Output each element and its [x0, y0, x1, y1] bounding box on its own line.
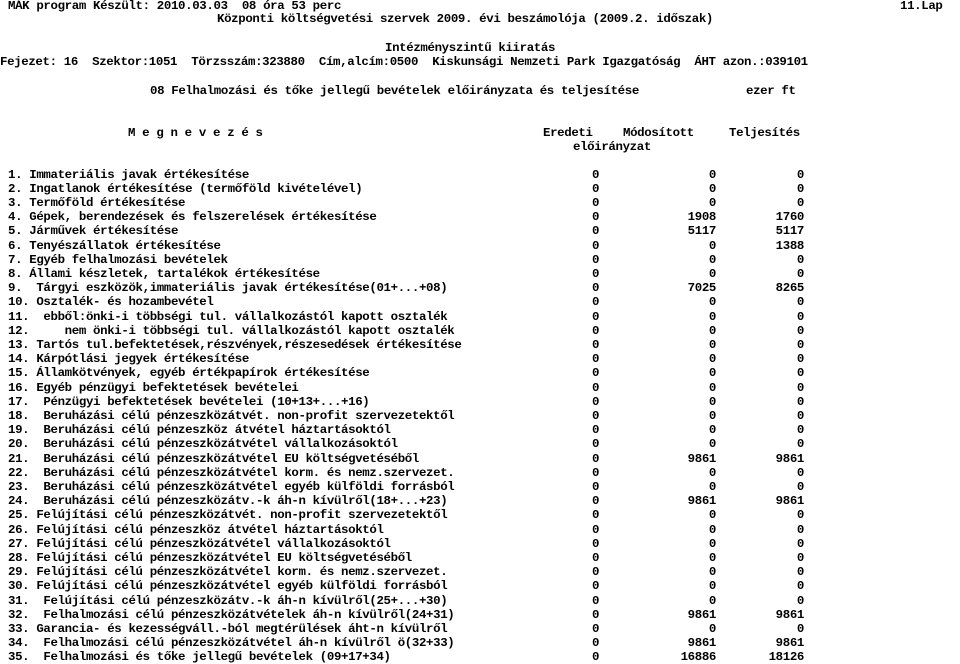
report-title: 08 Felhalmozási és tőke jellegű bevételek előirányzata és teljesítése: [150, 84, 639, 98]
table-row: [0, 395, 960, 409]
page-number: 11.Lap: [900, 0, 943, 13]
modified-value: 0: [708, 167, 716, 182]
original-value: 0: [592, 167, 600, 182]
performance-value: 1388: [775, 238, 804, 253]
original-value: 0: [592, 579, 600, 594]
table-row: [0, 196, 960, 210]
report-scope: Intézményszintű kiiratás: [385, 41, 556, 55]
performance-value: 0: [796, 352, 804, 367]
modified-value: 9861: [687, 607, 716, 622]
row-label: 13. Tartós tul.befektetések,részvények,részesedések értékesítése: [8, 337, 462, 352]
table-row: [0, 409, 960, 423]
performance-value: 0: [796, 309, 804, 324]
performance-value: 5117: [775, 224, 804, 239]
modified-value: 0: [708, 536, 716, 551]
institution-identifiers: Fejezet: 16 Szektor:1051 Törzsszám:323880 Cím,alcím:0500 Kiskunsági Nemzeti Park Igazgatóság ÁHT azon.:039101: [0, 55, 808, 69]
row-label: 28. Felújítási célú pénzeszközátvétel EU költségvetéséből: [8, 550, 412, 565]
original-value: 0: [592, 494, 600, 509]
performance-value: 0: [796, 181, 804, 196]
performance-value: 0: [796, 621, 804, 636]
original-value: 0: [592, 266, 600, 281]
modified-value: 0: [708, 195, 716, 210]
row-label: 34. Felhalmozási célú pénzeszközátvétel áh-n kívülről ö(32+33): [8, 636, 455, 651]
performance-value: 0: [796, 423, 804, 438]
row-label: 29. Felújítási célú pénzeszközátvétel korm. és nemz.szervezet.: [8, 565, 448, 580]
table-row: [0, 338, 960, 352]
original-value: 0: [592, 323, 600, 338]
modified-value: 0: [708, 579, 716, 594]
table-row: [0, 622, 960, 636]
modified-value: 16886: [680, 650, 716, 664]
performance-value: 18126: [768, 650, 804, 664]
modified-value: 0: [708, 423, 716, 438]
table-row: [0, 324, 960, 338]
modified-value: 9861: [687, 636, 716, 651]
row-label: 2. Ingatlanok értékesítése (termőföld kivételével): [8, 181, 363, 196]
original-value: 0: [592, 451, 600, 466]
row-label: 21. Beruházási célú pénzeszközátvétel EU költségvetéséből: [8, 451, 419, 466]
performance-value: 0: [796, 579, 804, 594]
table-row: [0, 224, 960, 238]
performance-value: 0: [796, 437, 804, 452]
performance-value: 0: [796, 380, 804, 395]
original-value: 0: [592, 281, 600, 296]
modified-value: 0: [708, 337, 716, 352]
table-row: [0, 636, 960, 650]
row-label: 19. Beruházási célú pénzeszköz átvétel háztartásoktól: [8, 423, 391, 438]
row-label: 8. Állami készletek, tartalékok értékesítése: [8, 266, 320, 281]
original-value: 0: [592, 565, 600, 580]
table-row: [0, 650, 960, 664]
modified-value: 0: [708, 252, 716, 267]
modified-value: 0: [708, 550, 716, 565]
modified-value: 0: [708, 437, 716, 452]
modified-value: 0: [708, 266, 716, 281]
table-row: [0, 366, 960, 380]
original-value: 0: [592, 366, 600, 381]
row-label: 14. Kárpótlási jegyek értékesítése: [8, 352, 249, 367]
modified-value: 0: [708, 593, 716, 608]
modified-value: 0: [708, 238, 716, 253]
column-header-name: M e g n e v e z é s: [128, 126, 263, 140]
original-value: 0: [592, 522, 600, 537]
modified-value: 0: [708, 352, 716, 367]
row-label: 10. Osztalék- és hozambevétel: [8, 295, 214, 310]
modified-value: 5117: [687, 224, 716, 239]
modified-value: 0: [708, 380, 716, 395]
performance-value: 8265: [775, 281, 804, 296]
row-label: 3. Termőföld értékesítése: [8, 195, 186, 210]
column-header-modified-line2: előirányzat: [573, 140, 651, 154]
table-row: [0, 267, 960, 281]
original-value: 0: [592, 650, 600, 664]
row-label: 11. ebből:önki-i többségi tul. vállalkozástól kapott osztalék: [8, 309, 448, 324]
row-label: 33. Garancia- és kezességváll.-ból megtérülések áht-n kívülről: [8, 621, 448, 636]
original-value: 0: [592, 380, 600, 395]
table-row: [0, 523, 960, 537]
generation-info: MÁK program Készült: 2010.03.03 08 óra 53 perc: [8, 0, 342, 13]
performance-value: 0: [796, 295, 804, 310]
original-value: 0: [592, 224, 600, 239]
table-row: [0, 352, 960, 366]
performance-value: 0: [796, 479, 804, 494]
table-row: [0, 466, 960, 480]
performance-value: 0: [796, 508, 804, 523]
table-row: [0, 281, 960, 295]
original-value: 0: [592, 550, 600, 565]
modified-value: 0: [708, 394, 716, 409]
table-row: [0, 565, 960, 579]
original-value: 0: [592, 536, 600, 551]
table-row: [0, 594, 960, 608]
table-row: [0, 182, 960, 196]
original-value: 0: [592, 394, 600, 409]
modified-value: 1908: [687, 210, 716, 225]
column-header-performance: Teljesítés: [729, 126, 800, 140]
original-value: 0: [592, 309, 600, 324]
row-label: 5. Járművek értékesítése: [8, 224, 179, 239]
original-value: 0: [592, 195, 600, 210]
row-label: 17. Pénzügyi befektetések bevételei (10+13+...+16): [8, 394, 370, 409]
original-value: 0: [592, 437, 600, 452]
performance-value: 0: [796, 337, 804, 352]
performance-value: 0: [796, 550, 804, 565]
original-value: 0: [592, 621, 600, 636]
row-label: 15. Államkötvények, egyéb értékpapírok értékesítése: [8, 366, 370, 381]
original-value: 0: [592, 238, 600, 253]
row-label: 9. Tárgyi eszközök,immateriális javak értékesítése(01+...+08): [8, 281, 448, 296]
table-row: [0, 310, 960, 324]
performance-value: 0: [796, 522, 804, 537]
modified-value: 0: [708, 323, 716, 338]
performance-value: 9861: [775, 494, 804, 509]
modified-value: 9861: [687, 494, 716, 509]
performance-value: 9861: [775, 451, 804, 466]
performance-value: 9861: [775, 607, 804, 622]
modified-value: 0: [708, 295, 716, 310]
original-value: 0: [592, 408, 600, 423]
performance-value: 0: [796, 565, 804, 580]
row-label: 31. Felújítási célú pénzeszközátv.-k áh-n kívülről(25+...+30): [8, 593, 448, 608]
row-label: 1. Immateriális javak értékesítése: [8, 167, 249, 182]
row-label: 27. Felújítási célú pénzeszközátvétel vállalkozásoktól: [8, 536, 391, 551]
modified-value: 0: [708, 309, 716, 324]
performance-value: 9861: [775, 636, 804, 651]
row-label: 22. Beruházási célú pénzeszközátvétel korm. és nemz.szervezet.: [8, 465, 455, 480]
table-row: [0, 437, 960, 451]
performance-value: 0: [796, 266, 804, 281]
performance-value: 0: [796, 195, 804, 210]
unit-label: ezer ft: [746, 84, 796, 98]
table-row: [0, 608, 960, 622]
performance-value: 0: [796, 394, 804, 409]
table-row: [0, 551, 960, 565]
table-row: [0, 210, 960, 224]
table-row: [0, 579, 960, 593]
modified-value: 0: [708, 408, 716, 423]
performance-value: 0: [796, 465, 804, 480]
performance-value: 0: [796, 593, 804, 608]
original-value: 0: [592, 593, 600, 608]
table-row: [0, 253, 960, 267]
original-value: 0: [592, 465, 600, 480]
table-row: [0, 168, 960, 182]
table-row: [0, 452, 960, 466]
row-label: 20. Beruházási célú pénzeszközátvétel vállalkozásoktól: [8, 437, 398, 452]
row-label: 30. Felújítási célú pénzeszközátvétel egyéb külföldi forrásból: [8, 579, 448, 594]
table-row: [0, 295, 960, 309]
table-row: [0, 537, 960, 551]
report-source: Központi költségvetési szervek 2009. évi beszámolója (2009.2. időszak): [217, 12, 713, 26]
modified-value: 7025: [687, 281, 716, 296]
original-value: 0: [592, 479, 600, 494]
table-row: [0, 381, 960, 395]
modified-value: 0: [708, 565, 716, 580]
original-value: 0: [592, 337, 600, 352]
row-label: 4. Gépek, berendezések és felszerelések értékesítése: [8, 210, 377, 225]
original-value: 0: [592, 423, 600, 438]
table-row: [0, 423, 960, 437]
row-label: 24. Beruházási célú pénzeszközátv.-k áh-n kívülről(18+...+23): [8, 494, 448, 509]
modified-value: 0: [708, 366, 716, 381]
performance-value: 0: [796, 408, 804, 423]
performance-value: 0: [796, 366, 804, 381]
row-label: 6. Tenyészállatok értékesítése: [8, 238, 221, 253]
row-label: 35. Felhalmozási és tőke jellegű bevételek (09+17+34): [8, 650, 391, 664]
original-value: 0: [592, 352, 600, 367]
row-label: 32. Felhalmozási célú pénzeszközátvételek áh-n kívülről(24+31): [8, 607, 455, 622]
modified-value: 0: [708, 479, 716, 494]
original-value: 0: [592, 295, 600, 310]
original-value: 0: [592, 252, 600, 267]
original-value: 0: [592, 607, 600, 622]
table-row: [0, 508, 960, 522]
original-value: 0: [592, 181, 600, 196]
row-label: 7. Egyéb felhalmozási bevételek: [8, 252, 228, 267]
column-header-modified: Módosított: [623, 126, 694, 140]
column-header-original: Eredeti: [543, 126, 593, 140]
original-value: 0: [592, 210, 600, 225]
row-label: 26. Felújítási célú pénzeszköz átvétel háztartásoktól: [8, 522, 384, 537]
modified-value: 9861: [687, 451, 716, 466]
performance-value: 0: [796, 323, 804, 338]
modified-value: 0: [708, 522, 716, 537]
row-label: 25. Felújítási célú pénzeszközátvét. non-profit szervezetektől: [8, 508, 448, 523]
performance-value: 0: [796, 252, 804, 267]
modified-value: 0: [708, 621, 716, 636]
row-label: 16. Egyéb pénzügyi befektetések bevételei: [8, 380, 299, 395]
table-row: [0, 239, 960, 253]
table-row: [0, 494, 960, 508]
table-row: [0, 480, 960, 494]
modified-value: 0: [708, 181, 716, 196]
original-value: 0: [592, 636, 600, 651]
performance-value: 0: [796, 536, 804, 551]
performance-value: 0: [796, 167, 804, 182]
modified-value: 0: [708, 508, 716, 523]
modified-value: 0: [708, 465, 716, 480]
row-label: 18. Beruházási célú pénzeszközátvét. non-profit szervezetektől: [8, 408, 455, 423]
row-label: 12. nem önki-i többségi tul. vállalkozástól kapott osztalék: [8, 323, 455, 338]
original-value: 0: [592, 508, 600, 523]
row-label: 23. Beruházási célú pénzeszközátvétel egyéb külföldi forrásból: [8, 479, 455, 494]
performance-value: 1760: [775, 210, 804, 225]
